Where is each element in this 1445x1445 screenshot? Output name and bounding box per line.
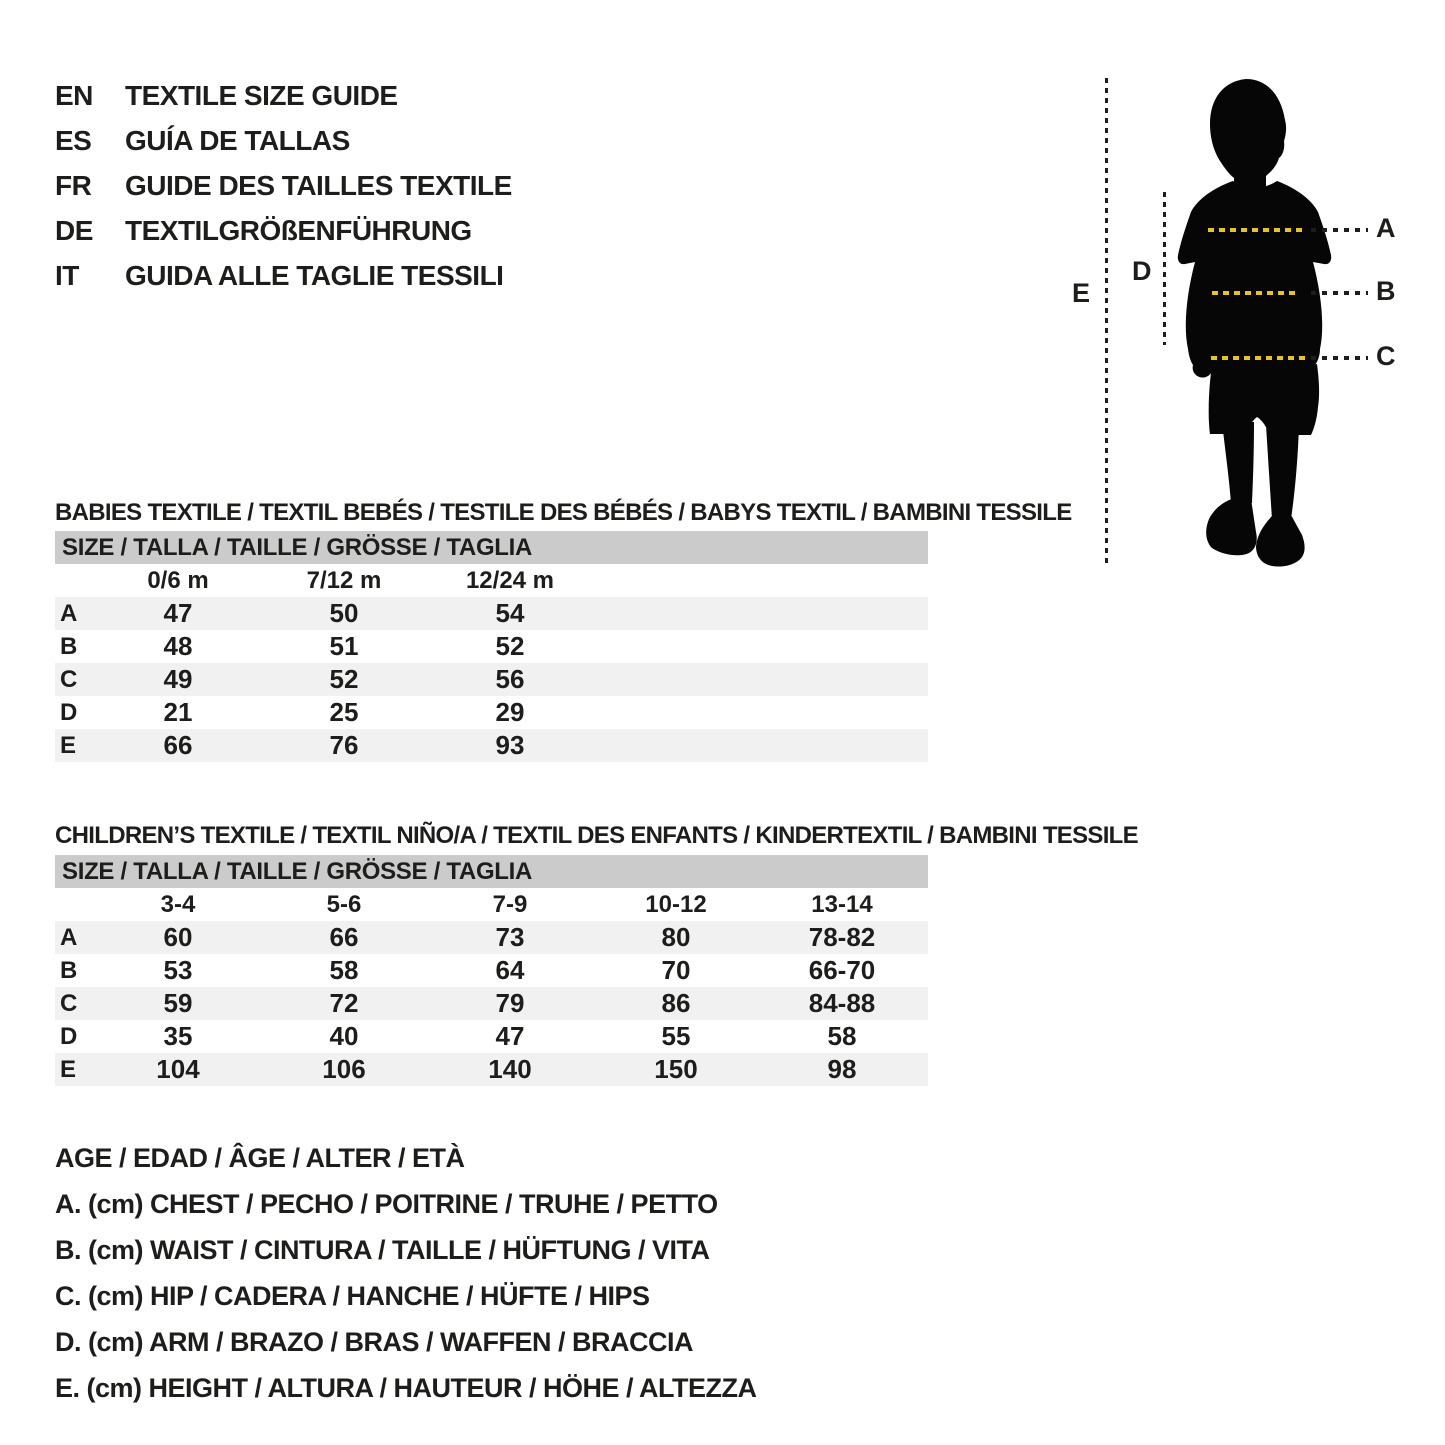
arm-label: D xyxy=(1132,256,1152,286)
column-header: 7/12 m xyxy=(306,566,382,594)
row-label: D xyxy=(60,1022,78,1050)
language-row xyxy=(55,208,512,253)
column-header: 13-14 xyxy=(811,890,873,918)
chest-dash-on-body xyxy=(1208,228,1305,232)
table-cell: 76 xyxy=(329,730,359,760)
language-title: GUIDE DES TAILLES TEXTILE xyxy=(125,169,512,201)
table-cell: 58 xyxy=(329,955,359,985)
child-silhouette-icon xyxy=(1177,78,1333,568)
height-label: E xyxy=(1072,278,1091,308)
table-row xyxy=(55,729,928,762)
table-cell: 104 xyxy=(156,1054,200,1084)
table-cell: 140 xyxy=(488,1054,532,1084)
hip-dash-leader xyxy=(1311,356,1368,360)
table-cell: 66 xyxy=(329,922,359,952)
arm-measure-line xyxy=(1163,192,1166,345)
table-cell: 54 xyxy=(495,598,525,628)
language-title: TEXTILE SIZE GUIDE xyxy=(125,79,398,111)
legend-line: AGE / EDAD / ÂGE / ALTER / ETÀ xyxy=(55,1142,465,1173)
table-cell: 47 xyxy=(163,598,193,628)
table-row xyxy=(55,954,928,987)
table-row xyxy=(55,630,928,663)
legend-line: C. (cm) HIP / CADERA / HANCHE / HÜFTE / HIPS xyxy=(55,1280,650,1311)
table-cell: 78-82 xyxy=(808,922,876,952)
table-cell: 29 xyxy=(495,697,525,727)
column-header: 7-9 xyxy=(492,890,528,918)
language-row xyxy=(55,118,512,163)
language-title: GUÍA DE TALLAS xyxy=(125,124,350,156)
language-code: FR xyxy=(55,169,92,201)
table-cell: 72 xyxy=(329,988,359,1018)
language-row xyxy=(55,163,512,208)
size-header-band: SIZE / TALLA / TAILLE / GRÖSSE / TAGLIA xyxy=(55,531,928,564)
language-row xyxy=(55,253,512,298)
table-cell: 40 xyxy=(329,1021,359,1051)
column-header: 10-12 xyxy=(645,890,707,918)
size-header-band: SIZE / TALLA / TAILLE / GRÖSSE / TAGLIA xyxy=(55,855,928,888)
legend-line: E. (cm) HEIGHT / ALTURA / HAUTEUR / HÖHE / ALTEZZA xyxy=(55,1372,757,1403)
table-cell: 66 xyxy=(163,730,193,760)
table-cell: 47 xyxy=(495,1021,525,1051)
table-row xyxy=(55,1020,928,1053)
language-code: EN xyxy=(55,79,93,111)
measurement-legend xyxy=(55,1135,756,1411)
column-header: 0/6 m xyxy=(147,566,209,594)
table-cell: 64 xyxy=(495,955,525,985)
table-cell: 21 xyxy=(163,697,193,727)
table-cell: 98 xyxy=(827,1054,857,1084)
children-section-title: CHILDREN’S TEXTILE / TEXTIL NIÑO/A / TEXTIL DES ENFANTS / KINDERTEXTIL / BAMBINI TESSILE xyxy=(55,821,1138,849)
column-header: 5-6 xyxy=(326,890,362,918)
table-cell: 70 xyxy=(661,955,691,985)
table-cell: 59 xyxy=(163,988,193,1018)
language-title-list xyxy=(55,73,512,298)
babies-size-table xyxy=(55,531,928,762)
table-cell: 66-70 xyxy=(808,955,876,985)
chest-label: A xyxy=(1376,213,1396,243)
table-cell: 52 xyxy=(329,664,359,694)
hip-label: C xyxy=(1376,341,1396,371)
table-cell: 80 xyxy=(661,922,691,952)
table-row xyxy=(55,1053,928,1086)
table-cell: 58 xyxy=(827,1021,857,1051)
legend-line: B. (cm) WAIST / CINTURA / TAILLE / HÜFTUNG / VITA xyxy=(55,1234,710,1265)
waist-label: B xyxy=(1376,276,1396,306)
table-cell: 60 xyxy=(163,922,193,952)
row-label: A xyxy=(60,599,78,627)
table-cell: 106 xyxy=(322,1054,366,1084)
row-label: D xyxy=(60,698,78,726)
language-code: ES xyxy=(55,124,92,156)
table-cell: 52 xyxy=(495,631,525,661)
table-cell: 56 xyxy=(495,664,525,694)
table-cell: 49 xyxy=(163,664,193,694)
children-size-table xyxy=(55,855,928,1086)
row-label: A xyxy=(60,923,78,951)
row-label: E xyxy=(60,1055,77,1083)
hip-dash-on-body xyxy=(1211,356,1305,360)
babies-section-title: BABIES TEXTILE / TEXTIL BEBÉS / TESTILE DES BÉBÉS / BABYS TEXTIL / BAMBINI TESSILE xyxy=(55,498,1072,526)
table-cell: 73 xyxy=(495,922,525,952)
table-cell: 50 xyxy=(329,598,359,628)
row-label: C xyxy=(60,665,78,693)
height-measure-line xyxy=(1105,78,1108,568)
row-label: E xyxy=(60,731,77,759)
table-row xyxy=(55,987,928,1020)
language-title: GUIDA ALLE TAGLIE TESSILI xyxy=(125,259,504,291)
table-cell: 48 xyxy=(163,631,193,661)
table-cell: 51 xyxy=(329,631,359,661)
row-label: B xyxy=(60,632,78,660)
row-label: B xyxy=(60,956,78,984)
chest-dash-leader xyxy=(1311,228,1368,232)
table-cell: 150 xyxy=(654,1054,698,1084)
column-header: 3-4 xyxy=(160,890,196,918)
row-label: C xyxy=(60,989,78,1017)
table-cell: 35 xyxy=(163,1021,193,1051)
table-cell: 55 xyxy=(661,1021,691,1051)
table-cell: 86 xyxy=(661,988,691,1018)
column-header-row xyxy=(55,564,928,597)
column-header: 12/24 m xyxy=(465,566,555,594)
column-header-row xyxy=(55,888,928,921)
legend-line: A. (cm) CHEST / PECHO / POITRINE / TRUHE / PETTO xyxy=(55,1188,718,1219)
language-row xyxy=(55,73,512,118)
waist-dash-on-body xyxy=(1212,291,1300,295)
table-cell: 25 xyxy=(329,697,359,727)
language-title: TEXTILGRÖßENFÜHRUNG xyxy=(125,214,472,246)
waist-dash-leader xyxy=(1311,291,1368,295)
language-code: IT xyxy=(55,259,79,291)
table-cell: 93 xyxy=(495,730,525,760)
language-code: DE xyxy=(55,214,93,246)
table-row xyxy=(55,921,928,954)
legend-line: D. (cm) ARM / BRAZO / BRAS / WAFFEN / BRACCIA xyxy=(55,1326,693,1357)
table-cell: 53 xyxy=(163,955,193,985)
table-cell: 84-88 xyxy=(808,988,876,1018)
table-row xyxy=(55,597,928,630)
table-row xyxy=(55,696,928,729)
table-cell: 79 xyxy=(495,988,525,1018)
table-row xyxy=(55,663,928,696)
